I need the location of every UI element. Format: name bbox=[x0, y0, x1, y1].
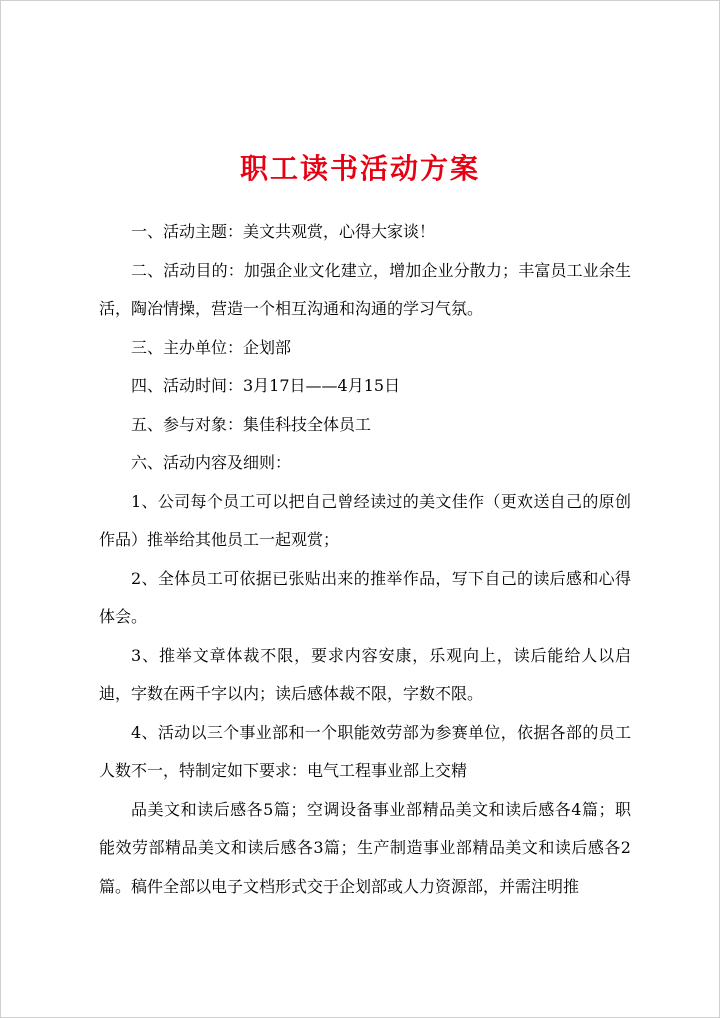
document-title: 职工读书活动方案 bbox=[239, 152, 480, 185]
paragraph-purpose: 二、活动目的：加强企业文化建立，增加企业分散力；丰富员工业余生活，陶冶情操，营造一个相互沟通和沟通的学习气氛。 bbox=[99, 260, 631, 318]
paragraph-organizer: 三、主办单位：企划部 bbox=[131, 337, 292, 357]
paragraph-time: 四、活动时间：3月17日——4月15日 bbox=[131, 376, 401, 395]
paragraph-content-heading: 六、活动内容及细则： bbox=[131, 453, 292, 472]
paragraph-rule-4: 4、活动以三个事业部和一个职能效劳部为参赛单位，依据各部的员工人数不一，特制定如下要求：电气工程事业部上交精 bbox=[99, 722, 631, 780]
paragraph-rule-4-continued: 品美文和读后感各5篇；空调设备事业部精品美文和读后感各4篇；职能效劳部精品美文和读后感各3篇；生产制造事业部精品美文和读后感各2篇。稿件全部以电子文档形式交于企划部或人力资源部，并需注明推 bbox=[99, 799, 631, 896]
paragraph-rule-3: 3、推举文章体裁不限，要求内容安康，乐观向上，读后能给人以启迪，字数在两千字以内；读后感体裁不限，字数不限。 bbox=[99, 645, 631, 703]
paragraph-theme: 一、活动主题：美文共观赏，心得大家谈！ bbox=[131, 222, 436, 241]
paragraph-rule-2: 2、全体员工可依据已张贴出来的推举作品，写下自己的读后感和心得体会。 bbox=[99, 568, 631, 626]
document-body bbox=[99, 213, 631, 906]
paragraph-participants: 五、参与对象：集佳科技全体员工 bbox=[131, 414, 372, 434]
paragraph-rule-1: 1、公司每个员工可以把自己曾经读过的美文佳作（更欢送自己的原创作品）推举给其他员工一起观赏； bbox=[99, 491, 631, 549]
